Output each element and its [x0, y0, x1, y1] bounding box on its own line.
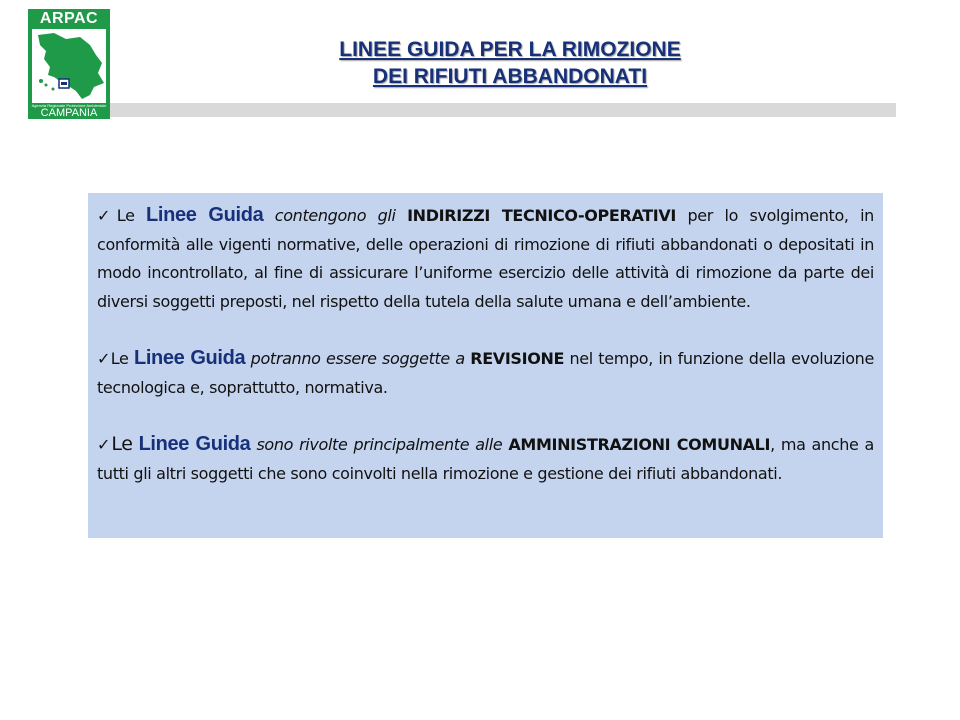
logo-top-text: ARPAC	[39, 10, 99, 27]
italic-text: potranno essere soggette a	[250, 349, 465, 368]
le-text: Le	[116, 206, 135, 225]
campania-map-icon	[32, 29, 106, 103]
body-text: , ma anche a tutti gli altri soggetti che sono coinvolti nella rimozione e gestione dei rifiuti abbandonati.	[97, 435, 874, 483]
checkmark-icon: ✓	[97, 206, 117, 225]
le-text: Le	[110, 349, 129, 368]
bold-text: REVISIONE	[470, 349, 565, 368]
title-line-1: LINEE GUIDA PER LA RIMOZIONE	[339, 38, 681, 61]
page-title	[200, 36, 820, 90]
paragraph-2	[97, 344, 874, 402]
guidelines-box	[88, 193, 883, 538]
le-text: Le	[111, 433, 133, 455]
paragraph-3	[97, 430, 874, 488]
title-line-2: DEI RIFIUTI ABBANDONATI	[372, 65, 648, 88]
body-text: per lo svolgimento, in conformità alle vigenti normative, delle operazioni di rimozione di rifiuti abbandonati o depositati in modo incontrollato, al fine di assicurare l’uniforme esercizio delle attività di rimozione da parte dei diversi soggetti preposti, nel rispetto della tutela della salute umana e dell’ambiente.	[97, 206, 874, 311]
italic-text: sono rivolte principalmente alle	[256, 435, 503, 454]
logo-agency-text: Agenzia Regionale Protezione Ambientale	[31, 103, 107, 108]
linee-guida-text: Linee Guida	[133, 347, 246, 369]
logo-bottom-text: CAMPANIA	[40, 107, 98, 119]
paragraph-1	[97, 201, 874, 316]
campania-map-graphic	[32, 29, 106, 103]
linee-guida-text: Linee Guida	[146, 204, 264, 226]
checkmark-icon: ✓	[97, 349, 111, 368]
arpac-logo	[28, 9, 110, 119]
bold-text: INDIRIZZI TECNICO-OPERATIVI	[407, 206, 677, 225]
body-text: nel tempo, in funzione della evoluzione tecnologica e, soprattutto, normativa.	[97, 349, 874, 397]
italic-text: contengono gli	[274, 206, 396, 225]
checkmark-icon: ✓	[97, 435, 112, 454]
bold-text: AMMINISTRAZIONI COMUNALI	[508, 435, 771, 454]
linee-guida-text: Linee Guida	[138, 433, 251, 455]
title-divider-bar	[110, 103, 896, 117]
